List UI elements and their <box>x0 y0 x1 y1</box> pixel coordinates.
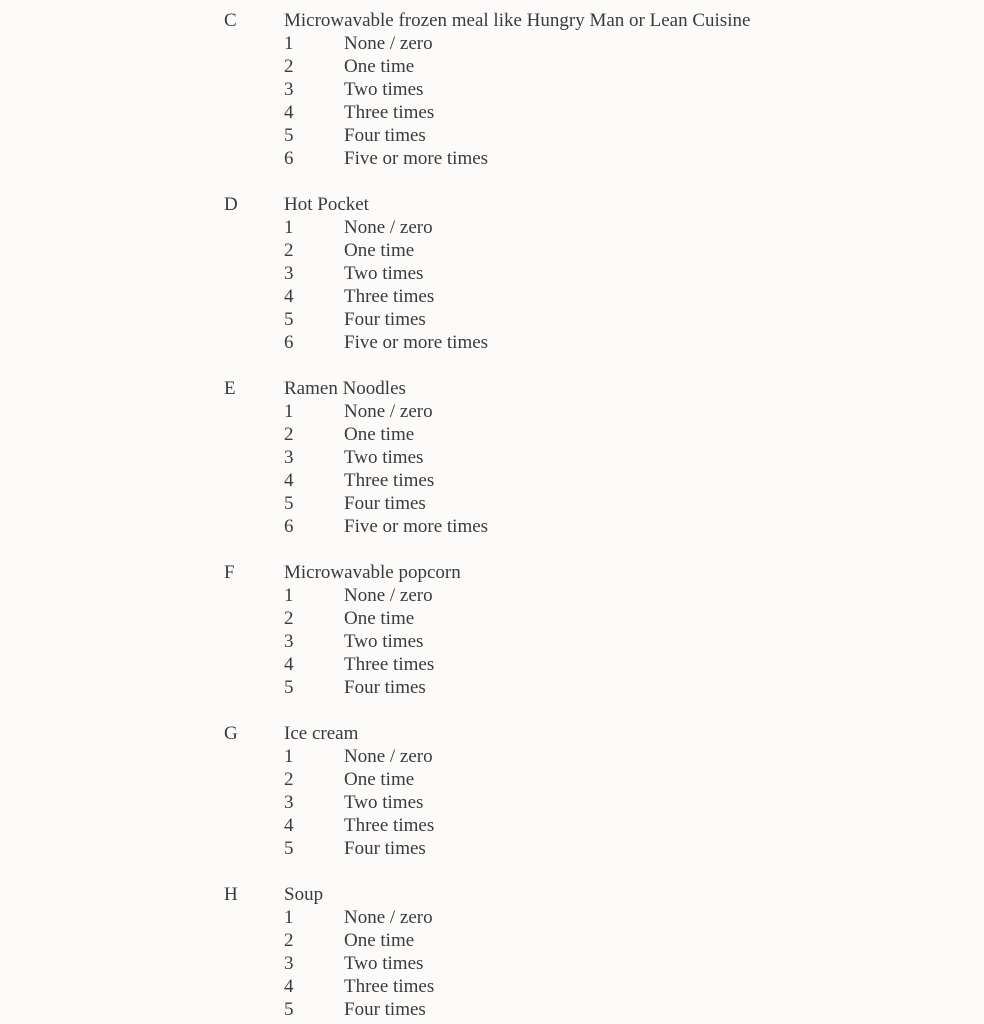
option-code: 3 <box>284 79 294 100</box>
option-label: None / zero <box>344 907 433 928</box>
question-spacer <box>224 699 984 722</box>
option-label: One time <box>344 56 415 77</box>
option-code: 3 <box>284 792 294 813</box>
option-label: Four times <box>344 838 426 859</box>
question-text: Microwavable popcorn <box>284 562 461 583</box>
answer-option <box>224 676 984 699</box>
answer-option <box>224 929 984 952</box>
option-code: 6 <box>284 516 294 537</box>
option-code: 1 <box>284 746 294 767</box>
option-code: 3 <box>284 263 294 284</box>
option-code: 4 <box>284 815 294 836</box>
answer-option <box>224 446 984 469</box>
option-code: 3 <box>284 447 294 468</box>
option-label: Four times <box>344 677 426 698</box>
answer-option <box>224 331 984 354</box>
question-block <box>224 883 984 1021</box>
answer-option <box>224 515 984 538</box>
option-label: Five or more times <box>344 516 489 537</box>
option-code: 6 <box>284 148 294 169</box>
answer-option <box>224 998 984 1021</box>
question-spacer <box>224 860 984 883</box>
answer-option <box>224 745 984 768</box>
option-label: None / zero <box>344 585 433 606</box>
option-label: One time <box>344 930 415 951</box>
option-code: 5 <box>284 125 294 146</box>
answer-option <box>224 952 984 975</box>
answer-option <box>224 285 984 308</box>
option-code: 3 <box>284 631 294 652</box>
question-header <box>224 561 984 584</box>
answer-option <box>224 239 984 262</box>
question-block <box>224 9 984 193</box>
option-label: Four times <box>344 309 426 330</box>
question-header <box>224 883 984 906</box>
answer-option <box>224 653 984 676</box>
question-text: Soup <box>284 884 324 905</box>
question-spacer <box>224 354 984 377</box>
option-label: Two times <box>344 631 424 652</box>
option-code: 2 <box>284 424 294 445</box>
option-label: None / zero <box>344 746 433 767</box>
answer-option <box>224 814 984 837</box>
option-label: Five or more times <box>344 148 489 169</box>
question-letter: D <box>224 194 238 215</box>
answer-option <box>224 630 984 653</box>
answer-option <box>224 607 984 630</box>
answer-option <box>224 78 984 101</box>
answer-option <box>224 147 984 170</box>
answer-option <box>224 469 984 492</box>
answer-option <box>224 423 984 446</box>
option-code: 1 <box>284 217 294 238</box>
answer-option <box>224 308 984 331</box>
option-label: One time <box>344 424 415 445</box>
option-label: Three times <box>344 286 435 307</box>
question-letter: G <box>224 723 238 744</box>
option-label: Four times <box>344 125 426 146</box>
option-code: 2 <box>284 56 294 77</box>
question-header <box>224 722 984 745</box>
answer-option <box>224 791 984 814</box>
option-label: Two times <box>344 79 424 100</box>
option-code: 4 <box>284 976 294 997</box>
option-code: 3 <box>284 953 294 974</box>
question-letter: E <box>224 378 236 399</box>
option-code: 5 <box>284 838 294 859</box>
option-label: Three times <box>344 102 435 123</box>
option-label: Three times <box>344 976 435 997</box>
option-label: One time <box>344 608 415 629</box>
option-label: Two times <box>344 953 424 974</box>
option-label: None / zero <box>344 33 433 54</box>
option-label: Three times <box>344 654 435 675</box>
option-label: Two times <box>344 792 424 813</box>
answer-option <box>224 124 984 147</box>
answer-option <box>224 906 984 929</box>
question-block <box>224 193 984 377</box>
question-text: Microwavable frozen meal like Hungry Man or Lean Cuisine <box>284 10 751 31</box>
option-label: One time <box>344 769 415 790</box>
answer-option <box>224 262 984 285</box>
option-code: 4 <box>284 654 294 675</box>
option-code: 5 <box>284 309 294 330</box>
option-code: 5 <box>284 999 294 1020</box>
option-code: 5 <box>284 493 294 514</box>
answer-option <box>224 492 984 515</box>
option-code: 4 <box>284 470 294 491</box>
answer-option <box>224 584 984 607</box>
question-header <box>224 377 984 400</box>
option-code: 6 <box>284 332 294 353</box>
option-code: 2 <box>284 608 294 629</box>
question-spacer <box>224 170 984 193</box>
option-code: 5 <box>284 677 294 698</box>
option-label: Two times <box>344 447 424 468</box>
option-code: 2 <box>284 769 294 790</box>
option-code: 4 <box>284 286 294 307</box>
option-label: Four times <box>344 493 426 514</box>
question-block <box>224 722 984 883</box>
answer-option <box>224 216 984 239</box>
answer-option <box>224 975 984 998</box>
question-header <box>224 9 984 32</box>
question-text: Ice cream <box>284 723 359 744</box>
question-text: Ramen Noodles <box>284 378 406 399</box>
option-code: 2 <box>284 930 294 951</box>
option-code: 4 <box>284 102 294 123</box>
question-block <box>224 377 984 561</box>
answer-option <box>224 32 984 55</box>
option-code: 1 <box>284 401 294 422</box>
question-block <box>224 561 984 722</box>
question-letter: C <box>224 10 237 31</box>
option-label: Three times <box>344 470 435 491</box>
answer-option <box>224 837 984 860</box>
option-label: None / zero <box>344 401 433 422</box>
option-code: 1 <box>284 33 294 54</box>
option-label: Five or more times <box>344 332 489 353</box>
question-letter: H <box>224 884 238 905</box>
question-letter: F <box>224 562 235 583</box>
option-label: None / zero <box>344 217 433 238</box>
option-label: Two times <box>344 263 424 284</box>
option-label: Four times <box>344 999 426 1020</box>
answer-option <box>224 400 984 423</box>
option-label: Three times <box>344 815 435 836</box>
option-label: One time <box>344 240 415 261</box>
answer-option <box>224 768 984 791</box>
option-code: 1 <box>284 585 294 606</box>
answer-option <box>224 101 984 124</box>
option-code: 2 <box>284 240 294 261</box>
option-code: 1 <box>284 907 294 928</box>
question-header <box>224 193 984 216</box>
answer-option <box>224 55 984 78</box>
question-text: Hot Pocket <box>284 194 369 215</box>
question-spacer <box>224 538 984 561</box>
